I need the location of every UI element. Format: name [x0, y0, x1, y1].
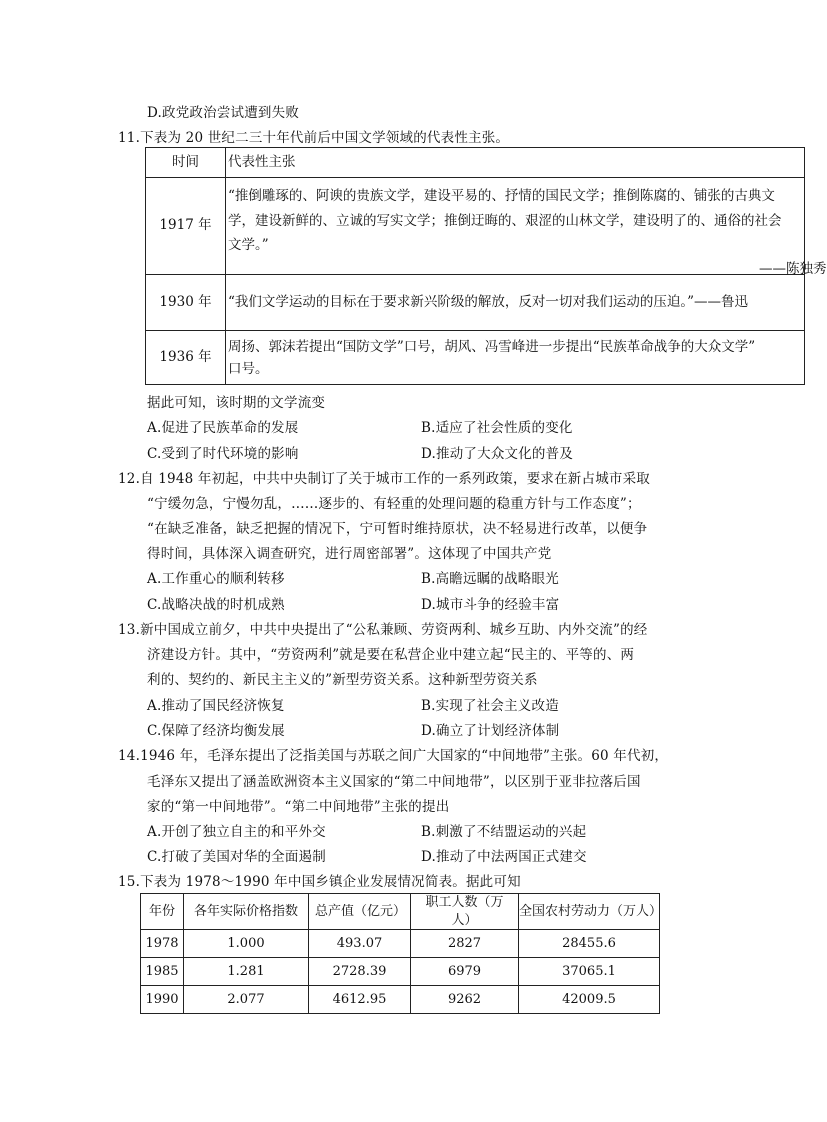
q11-option-a: A.促进了民族革命的发展 — [147, 420, 299, 436]
q11-row1-line2: 学，建设新鲜的、立诚的写实文学；推倒迂晦的、艰涩的山林文学，建设明了的、通俗的社会 — [228, 213, 782, 229]
q15-r2-index: 1.281 — [184, 958, 309, 986]
q11-option-b: B.适应了社会性质的变化 — [421, 420, 573, 436]
table-row — [141, 930, 660, 958]
q15-header-price-index: 各年实际价格指数 — [184, 894, 309, 930]
q15-r1-year: 1978 — [141, 930, 184, 958]
q11-header-claim: 代表性主张 — [226, 148, 805, 178]
q12-option-d: D.城市斗争的经验丰富 — [421, 597, 560, 613]
q12-option-a: A.工作重心的顺利转移 — [147, 571, 285, 587]
q11-header-time: 时间 — [146, 148, 226, 178]
q11-row2-line1: “我们文学运动的目标在于要求新兴阶级的解放，反对一切对我们运动的压迫。”——鲁迅 — [228, 294, 749, 310]
q11-table — [145, 147, 827, 385]
q13-line1: 13.新中国成立前夕，中共中央提出了“公私兼顾、劳资两利、城乡互助、内外交流”的经 — [118, 622, 648, 638]
q14-line1: 14.1946 年，毛泽东提出了泛指美国与苏联之间广大国家的“中间地带”主张。60 年代初， — [118, 748, 669, 764]
q12-option-c: C.战略决战的时机成熟 — [147, 597, 285, 613]
q11-row3-line1: 周扬、郭沫若提出“国防文学”口号，胡风、冯雪峰进一步提出“民族革命战争的大众文学” — [228, 339, 756, 355]
q12-option-b: B.高瞻远瞩的战略眼光 — [421, 571, 559, 587]
q15-r1-labor: 28455.6 — [519, 930, 660, 958]
q11-option-c: C.受到了时代环境的影响 — [147, 446, 299, 462]
q15-r2-year: 1985 — [141, 958, 184, 986]
q11-option-d: D.推动了大众文化的普及 — [421, 446, 574, 462]
q15-stem: 15.下表为 1978～1990 年中国乡镇企业发展情况简表。据此可知 — [118, 874, 521, 890]
q13-option-a: A.推动了国民经济恢复 — [147, 698, 285, 714]
q15-header-year: 年份 — [141, 894, 184, 930]
q14-option-d: D.推动了中法两国正式建交 — [421, 849, 587, 865]
q11-row1-year: 1917 年 — [146, 178, 226, 275]
q11-row3-line2: 口号。 — [228, 361, 269, 377]
q13-line3: 利的、契约的、新民主主义的”新型劳资关系。这种新型劳资关系 — [147, 672, 538, 688]
q14-option-c: C.打破了美国对华的全面遏制 — [147, 849, 326, 865]
q15-r1-index: 1.000 — [184, 930, 309, 958]
q15-r3-output: 4612.95 — [309, 986, 411, 1014]
q11-stem: 11.下表为 20 世纪二三十年代前后中国文学领域的代表性主张。 — [118, 130, 510, 146]
q12-line4: 得时间，具体深入调查研究，进行周密部署”。这体现了中国共产党 — [147, 546, 552, 562]
q11-row3-claim — [226, 331, 805, 385]
q12-line2: “宁缓勿急，宁慢勿乱，……逐步的、有轻重的处理问题的稳重方针与工作态度”； — [147, 496, 641, 512]
q13-option-b: B.实现了社会主义改造 — [421, 698, 559, 714]
q10-option-d: D.政党政治尝试遭到失败 — [147, 105, 300, 121]
q13-option-d: D.确立了计划经济体制 — [421, 723, 560, 739]
table-row — [141, 986, 660, 1014]
q14-line3: 家的“第一中间地带”。“第二中间地带”主张的提出 — [147, 799, 450, 815]
q11-row1-author: ——陈独秀 — [759, 261, 827, 277]
q12-line3: “在缺乏准备，缺乏把握的情况下，宁可暂时维持原状，决不轻易进行改革，以便争 — [147, 521, 648, 537]
table-row — [141, 958, 660, 986]
q11-row1-claim — [226, 178, 827, 277]
q15-table — [140, 893, 663, 1014]
q15-header-output: 总产值（亿元） — [309, 894, 411, 930]
q14-line2: 毛泽东又提出了涵盖欧洲资本主义国家的“第二中间地带”，以区别于亚非拉落后国 — [147, 774, 641, 790]
q11-row1-line1: “推倒雕琢的、阿谀的贵族文学，建设平易的、抒情的国民文学；推倒陈腐的、铺张的古典文 — [228, 188, 775, 204]
q11-row1-line3: 文学。” — [228, 237, 269, 253]
q11-row2-year: 1930 年 — [146, 275, 226, 331]
q15-header-rural-labor: 全国农村劳动力（万人） — [519, 894, 660, 930]
q13-line2: 济建设方针。其中，“劳资两利”就是要在私营企业中建立起“民主的、平等的、两 — [147, 647, 635, 663]
q15-header-workers: 职工人数（万人） — [411, 894, 519, 930]
q14-option-a: A.开创了独立自主的和平外交 — [147, 824, 326, 840]
q15-r2-output: 2728.39 — [309, 958, 411, 986]
q11-row3-year: 1936 年 — [146, 331, 226, 385]
q11-row2-claim — [226, 275, 805, 331]
q11-question: 据此可知，该时期的文学流变 — [147, 395, 326, 411]
q13-option-c: C.保障了经济均衡发展 — [147, 723, 285, 739]
q15-r2-workers: 6979 — [411, 958, 519, 986]
q15-r2-labor: 37065.1 — [519, 958, 660, 986]
q15-r3-workers: 9262 — [411, 986, 519, 1014]
q15-r1-output: 493.07 — [309, 930, 411, 958]
q15-r1-workers: 2827 — [411, 930, 519, 958]
q12-line1: 12.自 1948 年初起，中共中央制订了关于城市工作的一系列政策，要求在新占城市采取 — [118, 471, 651, 487]
q15-r3-index: 2.077 — [184, 986, 309, 1014]
q15-r3-labor: 42009.5 — [519, 986, 660, 1014]
q14-option-b: B.刺激了不结盟运动的兴起 — [421, 824, 587, 840]
q15-r3-year: 1990 — [141, 986, 184, 1014]
